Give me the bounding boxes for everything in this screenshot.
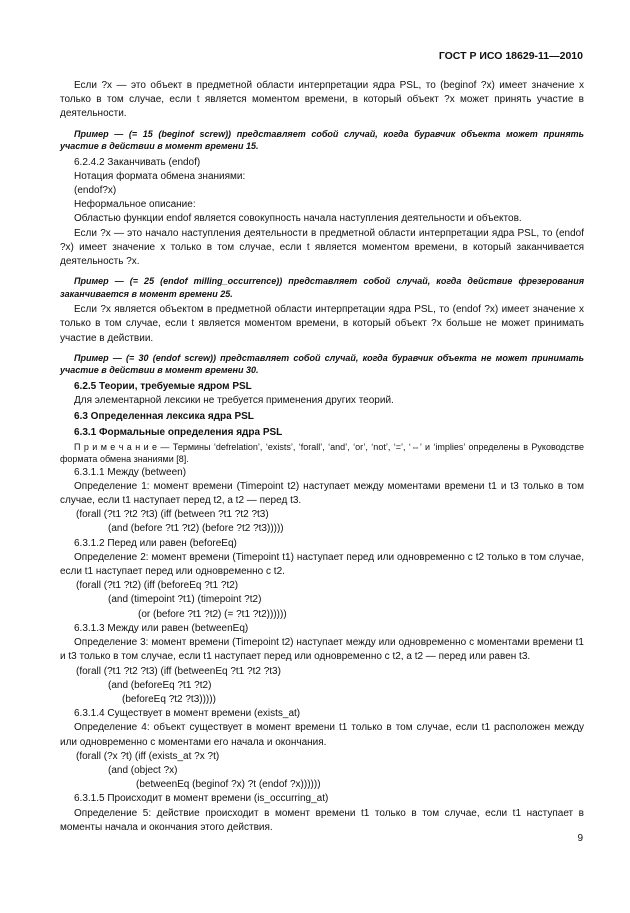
code-line: (forall (?t1 ?t2 ?t3) (iff (between ?t1 ?t2 ?t3) (76, 509, 269, 521)
page-body (60, 79, 584, 835)
code-line: (and (before ?t1 ?t2) (before ?t2 ?t3))))) (108, 523, 284, 535)
paragraph: Если ?x — это объект в предметной области интерпретации ядра PSL, то (beginof ?x) имеет значение x только в том случае, если t является моментом времени, в который объект ?x может принять участие в деятельности. (60, 80, 584, 120)
code-line: (betweenEq (beginof ?x) ?t (endof ?x)))))) (136, 779, 321, 791)
definition: Определение 1: момент времени (Timepoint t2) наступает между моментами времени t1 и t3 только в том случае, если t1 наступает перед t2, а t2 — перед t3. (60, 480, 584, 507)
paragraph: Областью функции endof является совокупность начала наступления деятельности и объектов. (74, 213, 522, 225)
definition: Определение 5: действие происходит в момент времени t1 только в том случае, если t1 наступает в моменты начала и окончания этого действия. (60, 807, 584, 833)
code-line: (and (object ?x) (108, 764, 178, 776)
section-heading: 6.3.1.3 Между или равен (betweenEq) (74, 622, 249, 634)
code-line: (forall (?t1 ?t2) (iff (beforeEq ?t1 ?t2) (76, 580, 239, 592)
section-heading: 6.2.5 Теории, требуемые ядром PSL (74, 380, 252, 392)
code-line: (and (beforeEq ?t1 ?t2) (108, 679, 212, 691)
example: Пример — (= 30 (endof screw)) представляет собой случай, когда буравчик объекта не может принимать участие в действии в момент времени 30. (60, 352, 584, 376)
paragraph: Если ?x — это начало наступления деятельности в предметной области интерпретации ядра PSL, то (endof ?x) имеет значение x только в том случае, если t является моментом времени, в который заканчивается деятельность ?x. (60, 227, 584, 268)
paragraph: Нотация формата обмена знаниями: (74, 170, 246, 182)
section-heading: 6.3.1.1 Между (between) (74, 466, 187, 478)
paragraph: Для элементарной лексики не требуется применения других теорий. (74, 395, 394, 407)
code-line: (forall (?x ?t) (iff (exists_at ?x ?t) (76, 750, 220, 762)
section-heading: 6.3.1.2 Перед или равен (beforeEq) (74, 537, 237, 549)
section-heading: 6.3.1 Формальные определения ядра PSL (74, 427, 283, 439)
section-heading: 6.3.1.5 Происходит в момент времени (is_occurring_at) (74, 793, 329, 805)
page-number: 9 (577, 833, 583, 844)
section-heading: 6.3 Определенная лексика ядра PSL (74, 411, 254, 423)
paragraph: Если ?x является объектом в предметной области интерпретации ядра PSL, то (endof ?x) имеет значение x только в том случае, если t является моментом времени, в который объект ?x больше не может принимать участие в действии. (60, 304, 584, 344)
paragraph: Неформальное описание: (74, 199, 196, 211)
section-heading: 6.2.4.2 Заканчивать (endof) (74, 156, 201, 168)
example: Пример — (= 15 (beginof screw)) представляет собой случай, когда буравчик объекта может принять участие в действии в момент времени 15. (60, 128, 584, 152)
example: Пример — (= 25 (endof milling_occurrence)) представляет собой случай, когда действие фрезерования заканчивается в момент времени 25. (60, 276, 584, 299)
document-header: ГОСТ Р ИСО 18629-11—2010 (438, 50, 583, 62)
definition: Определение 4: объект существует в момент времени t1 только в том случае, если t1 расположен между или одновременно с моментами его начала и окончания. (60, 722, 584, 748)
section-heading: 6.3.1.4 Существует в момент времени (exists_at) (74, 708, 301, 720)
code-line: (beforeEq ?t2 ?t3))))) (122, 693, 216, 705)
code-line: (and (timepoint ?t1) (timepoint ?t2) (108, 594, 262, 606)
code-line: (or (before ?t1 ?t2) (= ?t1 ?t2)))))) (138, 608, 287, 620)
definition: Определение 2: момент времени (Timepoint t1) наступает перед или одновременно с t2 только в том случае, если t1 наступает перед или одновременно с t2. (60, 551, 584, 578)
code-line: (endof?x) (74, 185, 117, 197)
code-line: (forall (?t1 ?t2 ?t3) (iff (betweenEq ?t1 ?t2 ?t3) (76, 665, 281, 677)
definition: Определение 3: момент времени (Timepoint t2) наступает между или одновременно с моментами времени t1 и t3 только в том случае, если t1 наступает перед или одновременно с t2, а t2 — перед или равен t3. (60, 637, 584, 663)
note: П р и м е ч а н и е — Термины ‘defrelation’, ‘exists’, ‘forall’, ‘and’, ‘or’, ‘not’, ‘=’, ‘⇔’ и ‘implies’ определены в Руководстве формата обмена знаниями [8]. (60, 441, 584, 465)
